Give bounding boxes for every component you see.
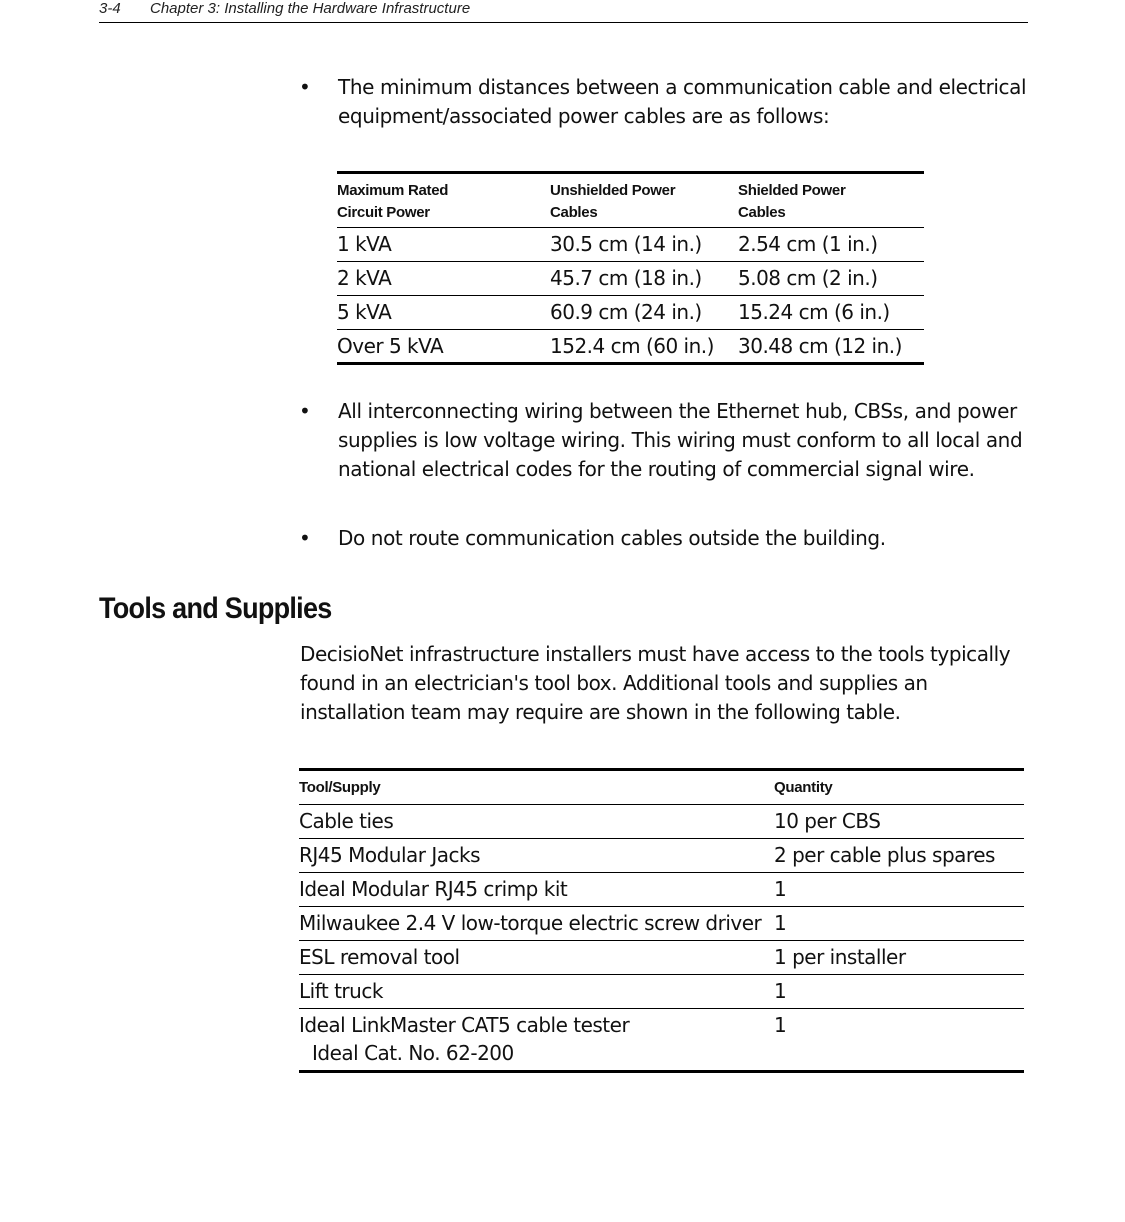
table-cell: 152.4 cm (60 in.) — [550, 334, 714, 358]
quantity-cell: 1 — [774, 911, 787, 935]
bullet-text: Do not route communication cables outside the building. — [338, 526, 886, 550]
bullet-icon: • — [299, 399, 311, 423]
column-header: Quantity — [774, 779, 833, 796]
table-cell: 15.24 cm (6 in.) — [738, 300, 890, 324]
table-row — [299, 873, 1024, 907]
table-row — [337, 296, 924, 330]
table-cell: 45.7 cm (18 in.) — [550, 266, 702, 290]
page-number: 3-4 — [99, 0, 121, 17]
table-cell: 60.9 cm (24 in.) — [550, 300, 702, 324]
table-row — [337, 228, 924, 262]
table-cell: 5.08 cm (2 in.) — [738, 266, 878, 290]
bullet-icon: • — [299, 526, 311, 550]
quantity-cell: 1 — [774, 877, 787, 901]
table-row — [337, 262, 924, 296]
distance-table — [337, 171, 924, 365]
column-header: Shielded Power Cables — [738, 182, 846, 221]
tool-cell — [299, 1009, 774, 1072]
table-row — [299, 975, 1024, 1009]
bullet-icon: • — [299, 75, 311, 99]
tool-cell: Lift truck — [299, 979, 383, 1003]
table-header-row — [299, 770, 1024, 805]
table-cell: 1 kVA — [337, 232, 392, 256]
tool-name: Ideal LinkMaster CAT5 cable tester — [299, 1013, 630, 1037]
bullet-text: The minimum distances between a communication cable and electrical equipment/associated power cables are as follows: — [338, 75, 1027, 128]
list-item — [299, 524, 1024, 554]
bullet-text: All interconnecting wiring between the Ethernet hub, CBSs, and power supplies is low voltage wiring. This wiring must conform to all local and national electrical codes for the routing of commercial signal wire. — [338, 399, 1023, 481]
table-row — [299, 907, 1024, 941]
tool-cell: Milwaukee 2.4 V low-torque electric screw driver — [299, 911, 762, 935]
section-heading: Tools and Supplies — [99, 592, 332, 625]
chapter-title: Chapter 3: Installing the Hardware Infrastructure — [150, 0, 471, 17]
tool-cell: RJ45 Modular Jacks — [299, 843, 481, 867]
quantity-cell: 2 per cable plus spares — [774, 843, 995, 867]
section-paragraph: DecisioNet infrastructure installers must have access to the tools typically found in an electrician's tool box. Additional tools and supplies an installation team may require are shown in the following table. — [300, 642, 1011, 724]
table-row — [299, 805, 1024, 839]
table-row — [337, 330, 924, 364]
table-header-row — [337, 173, 924, 228]
table-cell: 2 kVA — [337, 266, 392, 290]
tool-cell: ESL removal tool — [299, 945, 460, 969]
tool-catalog-number: Ideal Cat. No. 62-200 — [312, 1041, 514, 1065]
table-cell: 30.48 cm (12 in.) — [738, 334, 902, 358]
table-cell: 30.5 cm (14 in.) — [550, 232, 702, 256]
quantity-cell: 10 per CBS — [774, 809, 881, 833]
tool-cell: Cable ties — [299, 809, 394, 833]
tools-table — [299, 768, 1024, 1073]
list-item — [299, 73, 1027, 133]
column-header: Tool/Supply — [299, 779, 381, 796]
column-header: Maximum Rated Circuit Power — [337, 182, 449, 221]
table-cell: Over 5 kVA — [337, 334, 444, 358]
page-header — [99, 0, 1028, 23]
tool-cell: Ideal Modular RJ45 crimp kit — [299, 877, 568, 901]
list-item — [299, 397, 1024, 517]
column-header: Unshielded Power Cables — [550, 182, 676, 221]
quantity-cell: 1 per installer — [774, 945, 906, 969]
quantity-cell: 1 — [774, 1013, 787, 1037]
table-row — [299, 941, 1024, 975]
quantity-cell: 1 — [774, 979, 787, 1003]
table-cell: 5 kVA — [337, 300, 392, 324]
table-row — [299, 1009, 1024, 1072]
table-row — [299, 839, 1024, 873]
table-cell: 2.54 cm (1 in.) — [738, 232, 878, 256]
